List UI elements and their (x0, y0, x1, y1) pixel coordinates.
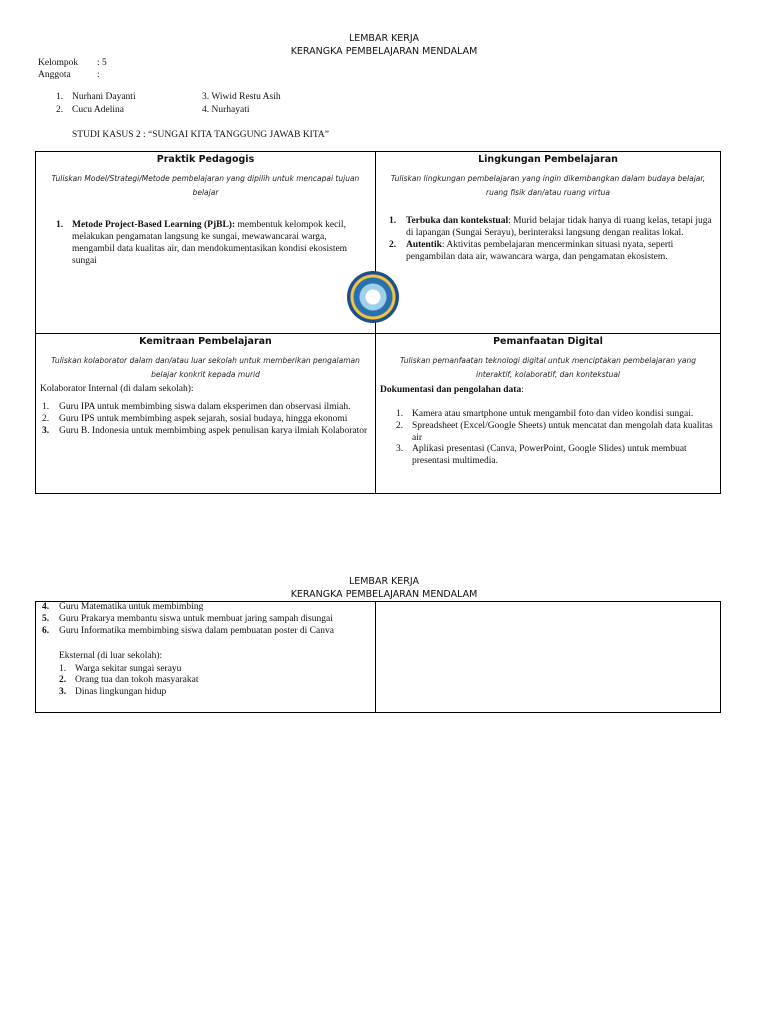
external-label: Eksternal (di luar sekolah): (59, 650, 163, 661)
praktik-pedagogis-cell (36, 152, 375, 333)
list-item: 1. Metode Project-Based Learning (PjBL): membentuk kelompok kecil, melakukan pengamatan langsung ke sungai, mewawancarai warga, mengambil data kualitas air, dan mendokumentasikan kondisi ekosistem sungai (56, 219, 348, 266)
cell-instruction: Tuliskan lingkungan pembelajaran yang ingin dikembangkan dalam budaya belajar, ruang fisik dan/atau ruang virtua (390, 173, 706, 197)
member-name: 3. Wiwid Restu Asih (202, 92, 281, 102)
kemitraan-continued-cell (36, 602, 375, 712)
kelompok-value: : 5 (97, 58, 107, 68)
worksheet-title: LEMBAR KERJA (348, 576, 420, 587)
collaborator-intro: Kolaborator Internal (di dalam sekolah): (40, 383, 194, 394)
list-item: 1. Terbuka dan kontekstual: Murid belajar tidak hanya di ruang kelas, tetapi juga di lapangan (Sungai Serayu), berinteraksi langsung dengan realitas lokal. (389, 215, 712, 238)
list-item: 2. Spreadsheet (Excel/Google Sheets) untuk mencatat dan mengolah data kualitas air (396, 420, 713, 443)
list-item: 3. Dinas lingkungan hidup (59, 687, 167, 698)
cell-instruction: Tuliskan pemanfaatan teknologi digital untuk menciptakan pembelajaran yang interaktif, kolaboratif, dan kontekstual (399, 355, 697, 379)
list-item: 2. Autentik: Aktivitas pembelajaran mencerminkan situasi nyata, seperti pengambilan data air, wawancara warga, dan pengamatan ekosistem. (389, 239, 674, 262)
member-item: 1. (56, 92, 64, 102)
member-name: Nurhani Dayanti (72, 92, 136, 102)
kelompok-label: Kelompok (38, 58, 79, 68)
list-item: 4. Guru Matematika untuk membimbing (42, 602, 204, 612)
list-item: 2. Guru IPS untuk membimbing aspek sejarah, sosial budaya, hingga ekonomi (42, 413, 348, 424)
list-item: 3. Aplikasi presentasi (Canva, PowerPoint, Google Slides) untuk membuat presentasi multimedia. (396, 444, 687, 467)
digital-intro: Dokumentasi dan pengolahan data: (380, 384, 524, 395)
list-item: 1. Kamera atau smartphone untuk mengambil foto dan video kondisi sungai. (396, 408, 694, 419)
cell-heading: Kemitraan Pembelajaran (139, 336, 272, 347)
worksheet-title: LEMBAR KERJA (348, 33, 420, 44)
list-item: 1. Guru IPA untuk membimbing siswa dalam eksperimen dan observasi ilmiah. (42, 401, 351, 412)
school-emblem-logo (347, 271, 399, 323)
anggota-value: : (97, 70, 100, 80)
list-item: 1. Warga sekitar sungai serayu (59, 663, 182, 674)
list-item: 3. Guru B. Indonesia untuk membimbing aspek penulisan karya ilmiah Kolaborator (42, 425, 368, 436)
list-item: 5. Guru Prakarya membantu siswa untuk membuat jaring sampah disungai (42, 613, 333, 624)
cell-heading: Praktik Pedagogis (156, 154, 255, 165)
cell-heading: Lingkungan Pembelajaran (478, 154, 618, 165)
member-item: 2. (56, 105, 64, 115)
lingkungan-pembelajaran-cell (376, 152, 720, 333)
case-study-title: STUDI KASUS 2 : “SUNGAI KITA TANGGUNG JAWAB KITA” (72, 130, 329, 140)
list-item: 2. Orang tua dan tokoh masyarakat (59, 675, 199, 686)
cell-instruction: Tuliskan kolaborator dalam dan/atau luar sekolah untuk memberikan pengalaman belajar konkrit kepada murid (51, 355, 360, 379)
kemitraan-pembelajaran-cell (36, 334, 375, 493)
cell-heading: Pemanfaatan Digital (493, 336, 603, 347)
cell-instruction: Tuliskan Model/Strategi/Metode pembelajaran yang dipilih untuk mencapai tujuan belajar (51, 173, 360, 197)
empty-cell (376, 602, 720, 712)
list-item: 6. Guru Informatika membimbing siswa dalam pembuatan poster di Canva (42, 625, 334, 636)
pemanfaatan-digital-cell (376, 334, 720, 493)
worksheet-subtitle: KERANGKA PEMBELAJARAN MENDALAM (290, 589, 478, 600)
worksheet-subtitle: KERANGKA PEMBELAJARAN MENDALAM (290, 46, 478, 57)
member-name: 4. Nurhayati (202, 105, 250, 115)
member-name: Cucu Adelina (72, 105, 124, 115)
anggota-label: Anggota (38, 70, 71, 80)
